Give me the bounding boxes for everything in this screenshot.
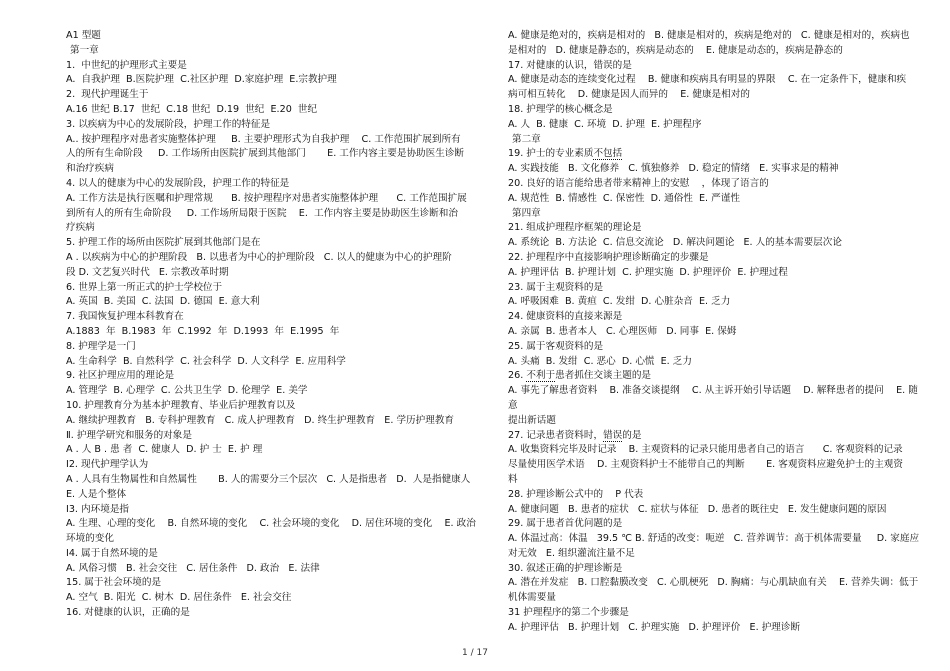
left-column: [66, 29, 480, 621]
text-line: 10. 护理教育分为基本护理教育、毕业后护理教育以及: [66, 399, 296, 411]
text-line: 3. 以疾病为中心的发展阶段，护理工作的特征是: [66, 118, 271, 130]
text-line: A. 英国 B. 美国 C. 法国 D. 德国 E. 意大利: [66, 296, 260, 308]
text-line: Ⅰ4. 属于自然环境的是: [66, 547, 158, 559]
text-line: 第四章: [512, 207, 541, 219]
emphasized-word: 错误: [603, 429, 623, 441]
text-line: A.. 按护理程序对患者实施整体护理 B. 主要护理形式为自我护理 C. 工作范围扩展到所有: [66, 133, 461, 145]
text-line: 5. 护理工作的场所由医院扩展到其他部门是在: [66, 237, 261, 249]
text-line: 到所有人的所有生命阶段 D. 工作场所局限于医院 E. 工作内容主要是协助医生诊断和治: [66, 207, 458, 219]
page-number: 1 / 17: [462, 648, 488, 658]
text-line: A.16 世纪 B.17 世纪 C.18 世纪 D.19 世纪 E.20 世纪: [66, 103, 318, 115]
text-line: 25. 属于客观资料的是: [508, 340, 604, 352]
text-line: 18. 护理学的核心概念是: [508, 103, 613, 115]
text-line: A. 呼吸困难 B. 黄疸 C. 发绀 D. 心脏杂音 E. 乏力: [508, 296, 731, 308]
text-line: 环境的变化: [66, 533, 114, 545]
text-line: A. 潜在并发症 B. 口腔黏膜改变 C. 心肌梗死 D. 胸痛：与心肌缺血有关 E. 营养失调：低于: [508, 577, 919, 589]
text-line: 4. 以人的健康为中心的发展阶段，护理工作的特征是: [66, 177, 290, 189]
text-line: 第二章: [512, 133, 541, 145]
text-line: A. 管理学 B. 心理学 C. 公共卫生学 D. 伦理学 E. 美学: [66, 385, 308, 397]
text-line: 24. 健康资料的直接来源是: [508, 311, 623, 323]
text-line: A. 亲属 B. 患者本人 C. 心理医师 D. 同事 E. 保姆: [508, 325, 737, 337]
right-column: [508, 29, 922, 636]
text-line: Ⅱ. 护理学研究和服务的对象是: [66, 429, 192, 441]
text-line: A. 生命科学 B. 自然科学 C. 社会科学 D. 人文科学 E. 应用科学: [66, 355, 346, 367]
text-line: A. 系统论 B. 方法论 C. 信息交流论 D. 解决问题论 E. 人的基本需要层次论: [508, 237, 842, 249]
text-line: A. 体温过高：体温 39.5 ℃ B. 舒适的改变：呃逆 C. 营养调节：高于机体需要量 D. 家庭应: [508, 533, 920, 545]
text-line: 9. 社区护理应用的理论是: [66, 370, 175, 382]
text-line: 病可相互转化 D. 健康是因人而异的 E. 健康是相对的: [508, 89, 750, 101]
text-line: 17. 对健康的认识，错误的是: [508, 59, 632, 71]
text-line: 28. 护理诊断公式中的 P 代表: [508, 488, 644, 500]
text-line: 30. 叙述正确的护理诊断是: [508, 562, 623, 574]
text-line: A. 健康问题 B. 患者的症状 C. 症状与体征 D. 患者的既往史 E. 发生健康问题的原因: [508, 503, 887, 515]
text-line: 2. 现代护理诞生于: [66, 89, 149, 101]
text-line: 料: [508, 473, 518, 485]
text-line: A. 收集资料完毕及时记录 B. 主观资料的记录只能用患者自己的语言 C. 客观资料的记录: [508, 444, 903, 456]
text-line: 20. 良好的语言能给患者带来精神上的安慰 ，体现了语言的: [508, 177, 769, 189]
emphasized-word: 不利于: [526, 370, 556, 382]
text-line: A. 工作方法是执行医嘱和护理常规 B. 按护理程序对患者实施整体护理 C. 工作范围扩展: [66, 192, 467, 204]
text-line: 19. 护士的专业素质不包括: [508, 148, 623, 160]
text-line: 提出新话题: [508, 414, 556, 426]
text-line: 31 护理程序的第二个步骤是: [508, 607, 629, 619]
text-line: 和治疗疾病: [66, 163, 114, 175]
text-line: 尽量使用医学术语 D. 主观资料护士不能带自己的判断 E. 客观资料应避免护士的主观资: [508, 459, 903, 471]
text-line: 8. 护理学是一门: [66, 340, 136, 352]
text-line: 人的所有生命阶段 D. 工作场所由医院扩展到其他部门 E. 工作内容主要是协助医生诊断: [66, 148, 465, 160]
text-line: A . 以疾病为中心的护理阶段 B. 以患者为中心的护理阶段 C. 以人的健康为中心的护理阶: [66, 251, 452, 263]
text-line: A. 护理评估 B. 护理计划 C. 护理实施 D. 护理评价 E. 护理过程: [508, 266, 788, 278]
text-line: A1 型题: [66, 30, 101, 41]
text-line: A. 事先了解患者资料 B. 准备交谈提纲 C. 从主诉开始引导话题 D. 解释患者的提问 E. 随意: [508, 385, 918, 411]
text-line: 第一章: [70, 44, 99, 56]
text-line: 26. 不利于患者抓住交谈主题的是: [508, 370, 652, 382]
text-line: A. 空气 B. 阳光 C. 树木 D. 居住条件 E. 社会交往: [66, 592, 292, 604]
text-line: 21. 组成护理程序框架的理论是: [508, 222, 642, 234]
text-line: 7. 我国恢复护理本科教育在: [66, 311, 184, 323]
text-line: 6. 世界上第一所正式的护士学校位于: [66, 281, 223, 293]
text-line: 29. 属于患者首优问题的是: [508, 518, 623, 530]
text-line: A. 实践技能 B. 文化修养 C. 慎独修养 D. 稳定的情绪 E. 实事求是的精神: [508, 163, 839, 175]
text-line: 对无效 E. 组织灌流注量不足: [508, 547, 635, 559]
text-line: 段 D. 文艺复兴时代 E. 宗教改革时期: [66, 266, 229, 278]
text-line: 1. 中世纪的护理形式主要是: [66, 59, 187, 71]
text-line: A. 规范性 B. 情感性 C. 保密性 D. 通俗性 E. 严谨性: [508, 192, 740, 204]
text-line: A. 生理、心理的变化 B. 自然环境的变化 C. 社会环境的变化 D. 居住环境的变化 E. 政治: [66, 518, 476, 530]
text-line: A. 风俗习惯 B. 社会交往 C. 居住条件 D. 政治 E. 法律: [66, 562, 320, 574]
text-line: A . 人 B . 患 者 C. 健康人 D. 护 士 E. 护 理: [66, 444, 263, 456]
text-line: E. 人是个整体: [66, 488, 127, 500]
text-line: 16. 对健康的认识，正确的是: [66, 607, 190, 619]
text-line: Ⅰ3. 内环境是指: [66, 503, 130, 515]
text-line: 是相对的 D. 健康是静态的，疾病是动态的 E. 健康是动态的，疾病是静态的: [508, 44, 843, 56]
text-line: 22. 护理程序中直接影响护理诊断确定的步骤是: [508, 251, 709, 263]
text-line: A. 护理评估 B. 护理计划 C. 护理实施 D. 护理评价 E. 护理诊断: [508, 621, 801, 633]
text-line: A. 健康是绝对的，疾病是相对的 B. 健康是相对的，疾病是绝对的 C. 健康是相对的，疾病也: [508, 30, 910, 41]
text-line: A. 继续护理教育 B. 专科护理教育 C. 成人护理教育 D. 终生护理教育 E. 学历护理教育: [66, 414, 455, 426]
emphasized-word: 不包括: [593, 148, 623, 160]
text-line: A. 头痛 B. 发绀 C. 恶心 D. 心慌 E. 乏力: [508, 355, 692, 367]
text-line: A.1883 年 B.1983 年 C.1992 年 D.1993 年 E.1995 年: [66, 325, 340, 337]
text-line: A. 自我护理 B.医院护理 C.社区护理 D.家庭护理 E.宗教护理: [66, 74, 337, 86]
text-line: 23. 属于主观资料的是: [508, 281, 604, 293]
text-line: 27. 记录患者资料时，错误的是: [508, 429, 642, 441]
text-line: A . 人具有生物属性和自然属性 B. 人的需要分三个层次 C. 人是指患者 D. 人是指健康人: [66, 473, 471, 485]
text-line: A. 人 B. 健康 C. 环境 D. 护理 E. 护理程序: [508, 118, 702, 130]
text-line: Ⅰ2. 现代护理学认为: [66, 459, 149, 471]
text-line: 机体需要量: [508, 592, 556, 604]
text-line: 疗疾病: [66, 222, 95, 234]
text-line: A. 健康是动态的连续变化过程 B. 健康和疾病具有明显的界限 C. 在一定条件下，健康和疾: [508, 74, 907, 86]
text-line: 15. 属于社会环境的是: [66, 577, 162, 589]
